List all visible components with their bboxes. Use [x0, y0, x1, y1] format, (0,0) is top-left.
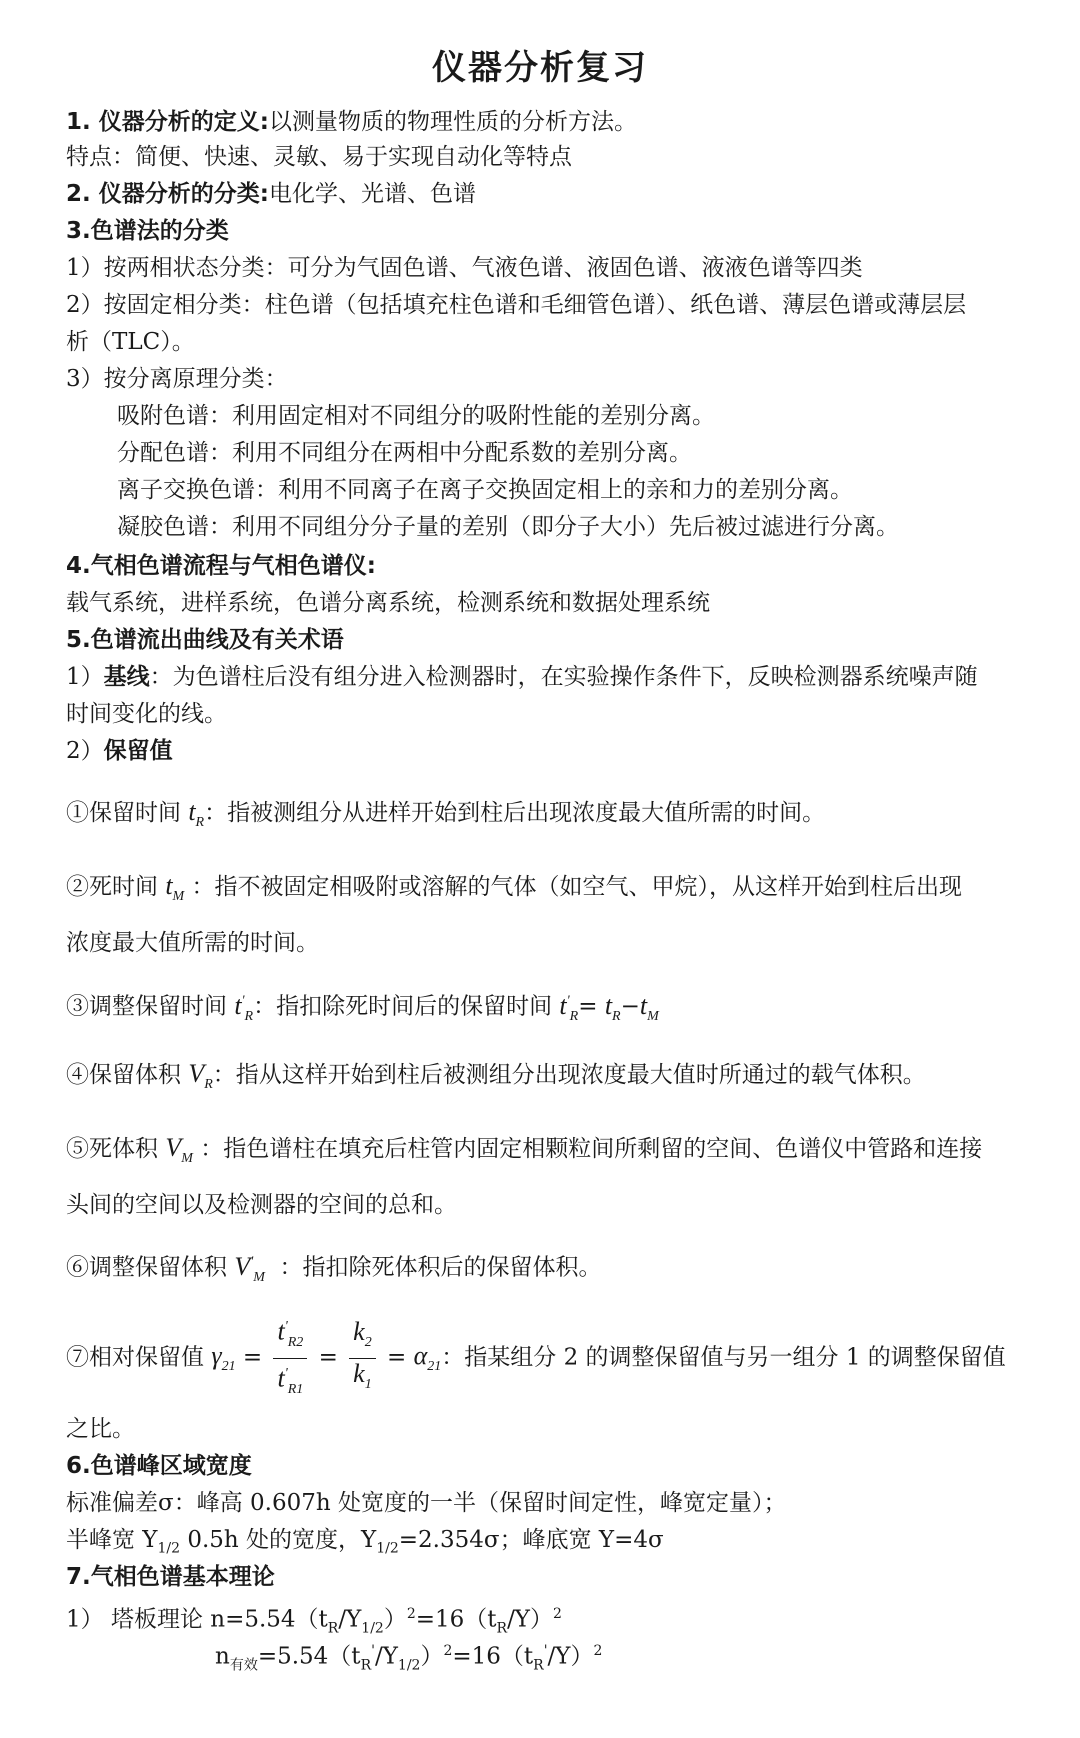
baseline-line-2: 时间变化的线。 [66, 701, 227, 727]
feature-line: 特点：简便、快速、灵敏、易于实现自动化等特点 [66, 144, 572, 170]
item-relative-retention: ⑦相对保留值 $\gamma_{21}$ = $\frac{t'_{R2}}{t'_{R1}}$ = $\frac{k_2}{k_1}$ = $\alpha_{21}$：指某组分 2 的调整保留值与另一组分 1 的调整保留值 [66, 1312, 1006, 1405]
item-3-text: ：指扣除死时间后的保留时间 [253, 993, 553, 1020]
item-6-text: ：指扣除死体积后的保留体积。 [279, 1254, 602, 1281]
item-adjusted-volume: ⑥调整保留体积 $V'_M$ ：指扣除死体积后的保留体积。 [66, 1251, 602, 1285]
section-7-heading: 7.气相色谱基本理论 [66, 1564, 275, 1590]
definition-line [66, 106, 637, 138]
baseline-line [66, 661, 978, 693]
item-adjusted-time: ③调整保留时间 $t'_R$：指扣除死时间后的保留时间 $t'_R= t_R-t_M$ [66, 990, 659, 1024]
item-6-label: ⑥调整保留体积 [66, 1254, 227, 1281]
page-title: 仪器分析复习 [432, 48, 648, 88]
item-dead-volume-2: 头间的空间以及检测器的空间的总和。 [66, 1192, 457, 1218]
section-6-heading: 6.色谱峰区域宽度 [66, 1453, 252, 1479]
retention-heading-line [66, 735, 173, 767]
definition-text: 以测量物质的物理性质的分析方法。 [268, 109, 637, 135]
item-2-text: ：指不被固定相吸附或溶解的气体（如空气、甲烷），从这样开始到柱后出现 [191, 874, 963, 900]
classification-line [66, 178, 476, 210]
section-4-heading: 4.气相色谱流程与气相色谱仪: [66, 553, 376, 579]
item-relative-retention-2: 之比。 [66, 1416, 135, 1442]
item-3-label: ③调整保留时间 [66, 993, 227, 1020]
fraction-tr: $\frac{t'_{R2}}{t'_{R1}}$ [273, 1312, 307, 1405]
item-dead-time-2: 浓度最大值所需的时间。 [66, 930, 319, 956]
s3-item-3b: 分配色谱：利用不同组分在两相中分配系数的差别分离。 [117, 440, 692, 466]
baseline-text: ：为色谱柱后没有组分进入检测器时，在实验操作条件下，反映检测器系统噪声随 [149, 664, 978, 690]
item-1-text: ：指被测组分从进样开始到柱后出现浓度最大值所需的时间。 [204, 800, 826, 826]
classification-text: 电化学、光谱、色谱 [268, 181, 476, 207]
retention-heading: 保留值 [103, 738, 173, 764]
effective-n-label: n [215, 1643, 230, 1670]
s6-line-2: 半峰宽 $Y_{1/2}$ 0.5h 处的宽度，$Y_{1/2}=2.354\sigma$；峰底宽 Y=4σ [66, 1527, 664, 1557]
item-7-text: ：指某组分 2 的调整保留值与另一组分 1 的调整保留值 [441, 1344, 1006, 1371]
s3-item-2a: 2）按固定相分类：柱色谱（包括填充柱色谱和毛细管色谱）、纸色谱、薄层色谱或薄层层 [66, 292, 967, 318]
section-2-heading: 2. 仪器分析的分类: [66, 181, 269, 207]
retention-prefix: 2） [66, 738, 104, 764]
s3-item-3a: 吸附色谱：利用固定相对不同组分的吸附性能的差别分离。 [117, 403, 715, 429]
item-5-label: ⑤死体积 [66, 1136, 158, 1162]
item-retention-volume: ④保留体积 $V_R$：指从这样开始到柱后被测组分出现浓度最大值时所通过的载气体积。 [66, 1059, 926, 1093]
section-4-text: 载气系统，进样系统，色谱分离系统，检测系统和数据处理系统 [66, 590, 710, 616]
plate-theory-text: 1） 塔板理论 n=5.54（t [66, 1606, 328, 1633]
s3-item-3c: 离子交换色谱：利用不同离子在离子交换固定相上的亲和力的差别分离。 [117, 477, 853, 503]
plate-theory-line-2: $n_{有效}=5.54(t_R'/Y_{1/2})^2=16(t_R'/Y)^2$ [215, 1643, 603, 1674]
item-dead-time: ②死时间 $t_M$ ：指不被固定相吸附或溶解的气体（如空气、甲烷），从这样开始到柱后出现 [66, 871, 963, 905]
s3-item-3: 3）按分离原理分类： [66, 366, 288, 392]
item-dead-volume: ⑤死体积 $V_M$ ：指色谱柱在填充后柱管内固定相颗粒间所剩留的空间、色谱仪中管路和连接 [66, 1133, 983, 1167]
s3-item-1: 1）按两相状态分类：可分为气固色谱、气液色谱、液固色谱、液液色谱等四类 [66, 255, 863, 281]
baseline-prefix: 1） [66, 664, 104, 690]
s3-item-2b: 析（TLC）。 [66, 329, 195, 355]
section-5-heading: 5.色谱流出曲线及有关术语 [66, 627, 344, 653]
item-5-text: ：指色谱柱在填充后柱管内固定相颗粒间所剩留的空间、色谱仪中管路和连接 [200, 1136, 983, 1162]
section-3-heading: 3.色谱法的分类 [66, 218, 229, 244]
item-retention-time: ①保留时间 $t_R$：指被测组分从进样开始到柱后出现浓度最大值所需的时间。 [66, 797, 826, 831]
item-1-label: ①保留时间 [66, 800, 181, 826]
half-width-text: 0.5h 处的宽度，Y [180, 1527, 377, 1553]
item-4-label: ④保留体积 [66, 1062, 181, 1088]
item-7-label: ⑦相对保留值 [66, 1344, 204, 1371]
item-2-label: ②死时间 [66, 874, 158, 900]
plate-theory-line-1: 1） 塔板理论 $n=5.54(t_R/Y_{1/2})^2=16(t_R/Y)^2$ [66, 1606, 562, 1637]
half-width-value: =2.354σ；峰底宽 Y=4σ [398, 1527, 664, 1553]
baseline-heading: 基线 [103, 664, 150, 690]
half-width-label: 半峰宽 Y [66, 1527, 158, 1553]
item-4-text: ：指从这样开始到柱后被测组分出现浓度最大值时所通过的载气体积。 [212, 1062, 926, 1088]
s6-line-1: 标准偏差σ：峰高 0.607h 处宽度的一半（保留时间定性，峰宽定量）； [66, 1490, 787, 1516]
s3-item-3d: 凝胶色谱：利用不同组分分子量的差别（即分子大小）先后被过滤进行分离。 [117, 514, 899, 540]
section-1-heading: 1. 仪器分析的定义: [66, 109, 269, 135]
fraction-k: $\frac{k_2}{k_1}$ [349, 1317, 376, 1400]
